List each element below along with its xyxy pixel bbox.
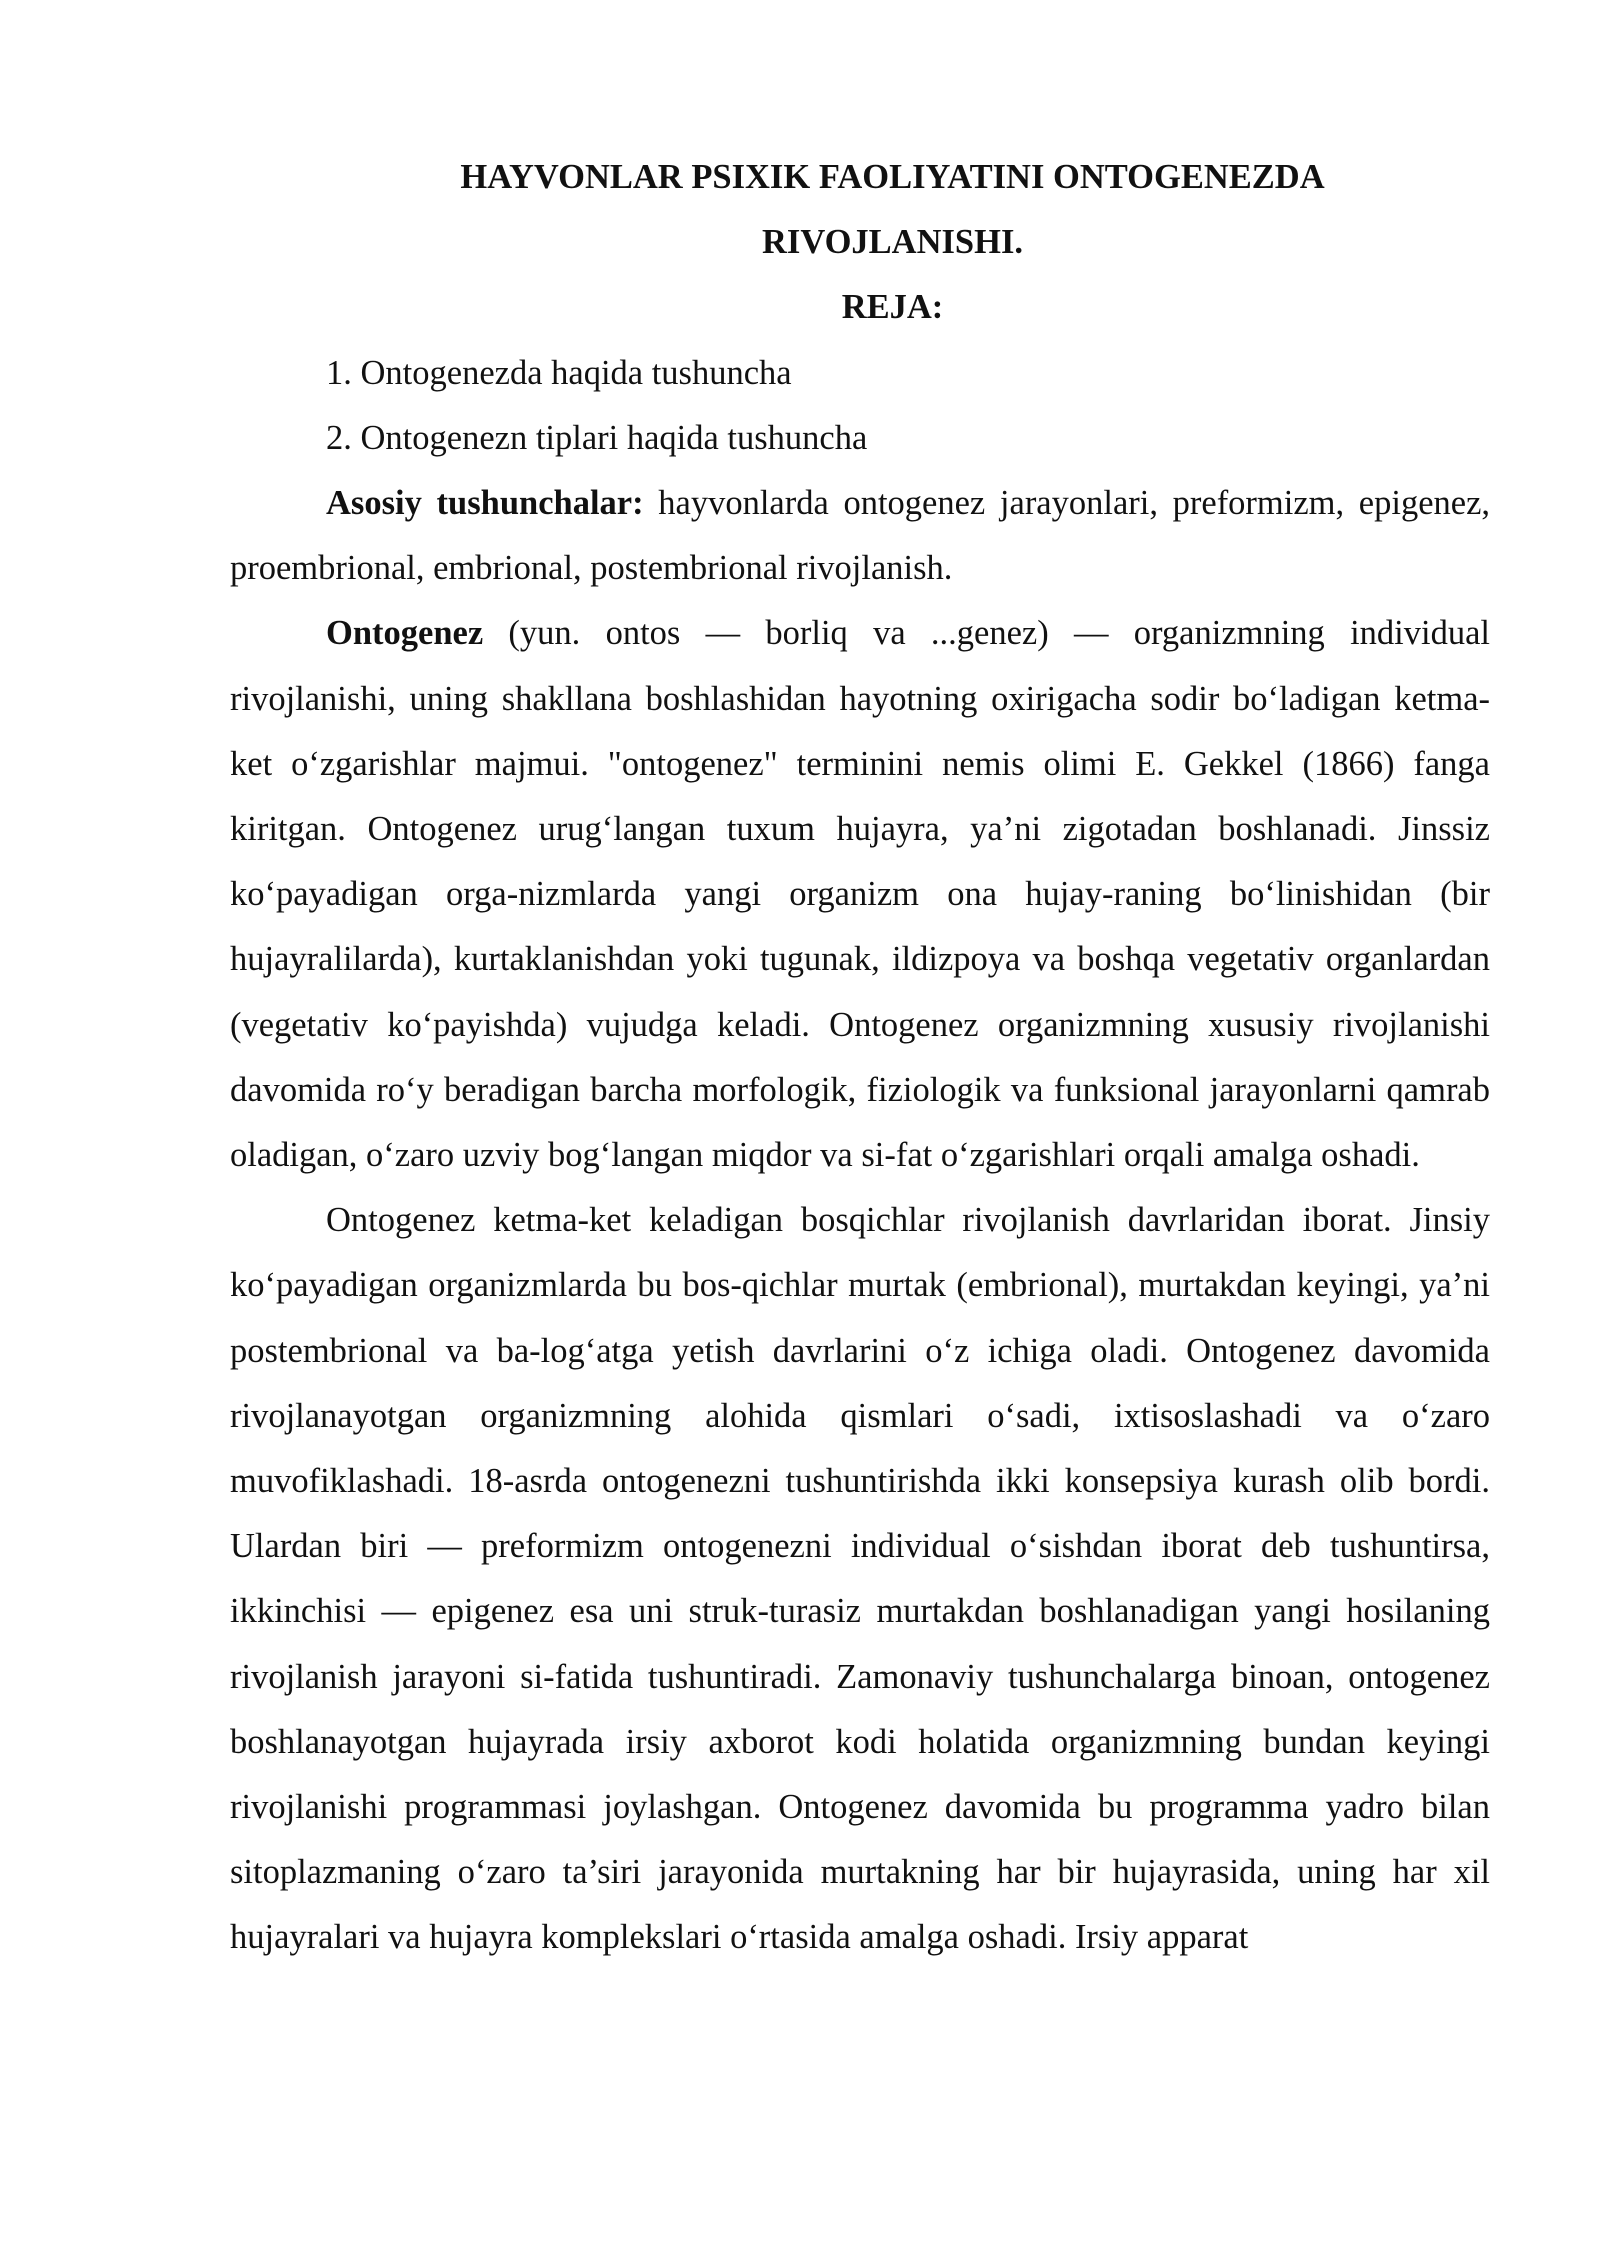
plan-list: [230, 341, 1490, 471]
ontogenez-definition-text: (yun. ontos — borliq va ...genez) — organizmning individual rivojlanishi, uning shakllana boshlashidan hayotning oxirigacha sodir bo‘ladigan ketma-ket o‘zgarishlar majmui. "ontogenez" terminini nemis olimi E. Gekkel (1866) fanga kiritgan. Ontogenez urug‘langan tuxum hujayra, ya’ni zigotadan boshlanadi. Jinssiz ko‘payadigan orga-nizmlarda yangi organizm ona hujay-raning bo‘linishidan (bir hujayralilarda), kurtaklanishdan yoki tugunak, ildizpoya va boshqa vegetativ organlardan (vegetativ ko‘payishda) vujudga keladi. Ontogenez organizmning xususiy rivojlanishi davomida ro‘y beradigan barcha morfologik, fiziologik va funksional jarayonlarni qamrab oladigan, o‘zaro uzviy bog‘langan miqdor va si-fat o‘zgarishlari orqali amalga oshadi.: [230, 614, 1490, 1175]
plan-item: 1. Ontogenezda haqida tushuncha: [326, 353, 792, 392]
keywords-paragraph: [230, 471, 1490, 601]
document-content: [230, 145, 1490, 1971]
document-title-line-2: RIVOJLANISHI.: [762, 223, 1023, 262]
plan-heading: REJA:: [841, 288, 944, 327]
ontogenez-stages-paragraph: Ontogenez ketma-ket keladigan bosqichlar rivojlanish davrlaridan iborat. Jinsiy ko‘payadigan organizmlarda bu bos-qichlar murtak (embrional), murtakdan keyingi, ya’ni postembrional va ba-log‘atga yetish davrlarini o‘z ichiga oladi. Ontogenez davomida rivojlanayotgan organizmning alohida qismlari o‘sadi, ixtisoslashadi va o‘zaro muvofiklashadi. 18-asrda ontogenezni tushuntirishda ikki konsepsiya kurash olib bordi. Ulardan biri — preformizm ontogenezni individual o‘sishdan iborat deb tushuntirsa, ikkinchisi — epigenez esa uni struk-turasiz murtakdan boshlanadigan yangi hosilaning rivojlanish jarayoni si-fatida tushuntiradi. Zamonaviy tushunchalarga binoan, ontogenez boshlanayotgan hujayrada irsiy axborot kodi holatida organizmning bundan keyingi rivojlanishi programmasi joylashgan. Ontogenez davomida bu programma yadro bilan sitoplazmaning o‘zaro ta’siri jarayonida murtakning har bir hujayrasida, uning har xil hujayralari va hujayra komplekslari o‘rtasida amalga oshadi. Irsiy apparat: [230, 1201, 1490, 1957]
ontogenez-definition-paragraph: [230, 601, 1490, 1188]
keywords-label: Asosiy tushunchalar:: [326, 484, 644, 523]
plan-item: 2. Ontogenezn tiplari haqida tushuncha: [326, 418, 868, 457]
document-title-line-1: HAYVONLAR PSIXIK FAOLIYATINI ONTOGENEZDA: [460, 158, 1325, 196]
keywords-text: hayvonlarda ontogenez jarayonlari, preformizm, epigenez, proembrional, embrional, postembrional rivojlanish.: [230, 484, 1491, 588]
ontogenez-term: Ontogenez: [326, 614, 484, 653]
